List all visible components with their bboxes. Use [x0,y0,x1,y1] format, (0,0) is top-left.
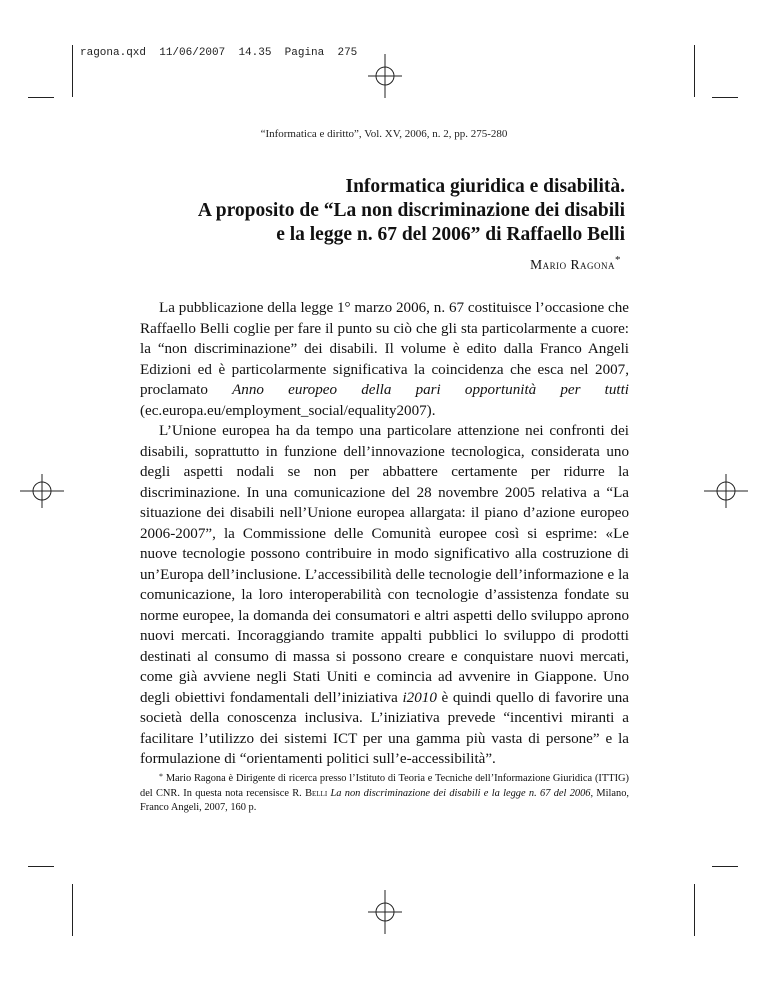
text-run: è quindi quello di favorire una società della conoscenza inclusiva. L’iniziativa prevede “incentivi miranti a facilitare l’utilizzo dei sistemi ICT per una gamma più vasta di persone” e la formulazione di “orientamenti politici sull’e-accessibilità”. [140,689,629,767]
slug-page-number: 275 [337,47,358,59]
footnote-mark: * [159,772,163,781]
title-line: e la legge n. 67 del 2006” di Raffaello Belli [276,224,625,245]
paragraph [140,421,629,770]
text-run: , Milano, Franco Angeli, 2007, 160 p. [140,787,629,813]
crop-mark [72,45,73,97]
article-title [198,175,625,247]
running-head: “Informatica e diritto”, Vol. XV, 2006, n. 2, pp. 275-280 [260,128,508,140]
italic-text: La non discriminazione dei disabili e la legge n. 67 del 2006 [330,787,591,799]
author-footnote-mark: * [615,254,621,266]
text-run: (ec.europa.eu/employment_social/equality2007). [140,402,436,419]
registration-mark [368,890,402,934]
crop-mark [694,45,695,97]
slug-file: ragona.qxd [80,47,147,59]
crop-mark [712,97,738,98]
footnote-paragraph [140,772,629,816]
text-run: Mario Ragona è Dirigente di ricerca presso l’Istituto di Teoria e Tecniche dell’Informazione Giuridica (ITTIG) del CNR. In questa nota recensisce R. [140,773,629,799]
footnote [140,772,629,816]
slug-date: 11/06/2007 [159,47,226,59]
author-name: Mario Ragona [530,257,615,272]
crop-mark [694,884,695,936]
title-line: Informatica giuridica e disabilità. [345,176,625,197]
italic-text: i2010 [402,689,437,706]
slug-page-word: Pagina [284,47,325,59]
crop-mark [28,866,54,867]
body-text [140,298,629,770]
registration-mark [704,474,748,508]
registration-mark [20,474,64,508]
slug-time: 14.35 [238,47,272,59]
italic-text: Anno europeo della pari opportunità per tutti [232,382,629,398]
printer-slug [80,47,357,59]
text-run: La pubblicazione della legge 1° marzo 2006, n. 67 costituisce l’occasione che Raffaello Belli coglie per fare il punto su ciò che gli sta particolarmente a cuore: la “non discriminazione” dei disabili. Il volume è edito dalla Franco Angeli Edizioni ed è particolarmente significativa la coincidenza che esca nel 2007, proclamato [140,300,629,398]
small-caps-text: Belli [305,787,328,799]
crop-mark [712,866,738,867]
title-line: A proposito de “La non discriminazione dei disabili [197,200,625,221]
crop-mark [72,884,73,936]
author-byline [530,254,621,273]
registration-mark [368,54,402,98]
crop-mark [28,97,54,98]
text-run: L’Unione europea ha da tempo una particolare attenzione nei confronti dei disabili, soprattutto in funzione dell’innovazione tecnologica, considerata uno degli aspetti nodali se non per abbattere certamente per ridurre la discriminazione. In una comunicazione del 28 novembre 2005 relativa a “La situazione dei disabili nell’Unione europea allargata: il piano d’azione europeo 2006-2007”, la Commissione delle Comunità europee così si esprime: «Le nuove tecnologie possono contribuire in modo significativo alla costruzione di un’Europa dell’inclusione. L’accessibilità delle tecnologie dell’informazione e la comunicazione, la loro interoperabilità con tecnologie d’assistenza fondate su norme europee, la domanda dei consumatori e altri aspetti dello sviluppo aprono nuovi mercati. Incoraggiando tramite appalti pubblici lo sviluppo di prodotti destinati al consumo di massa si possono creare e conquistare nuovi mercati, come già avviene negli Stati Uniti e comincia ad avvenire in Giappone. Uno degli obiettivi fondamentali dell’iniziativa [140,423,629,706]
paragraph [140,298,629,421]
